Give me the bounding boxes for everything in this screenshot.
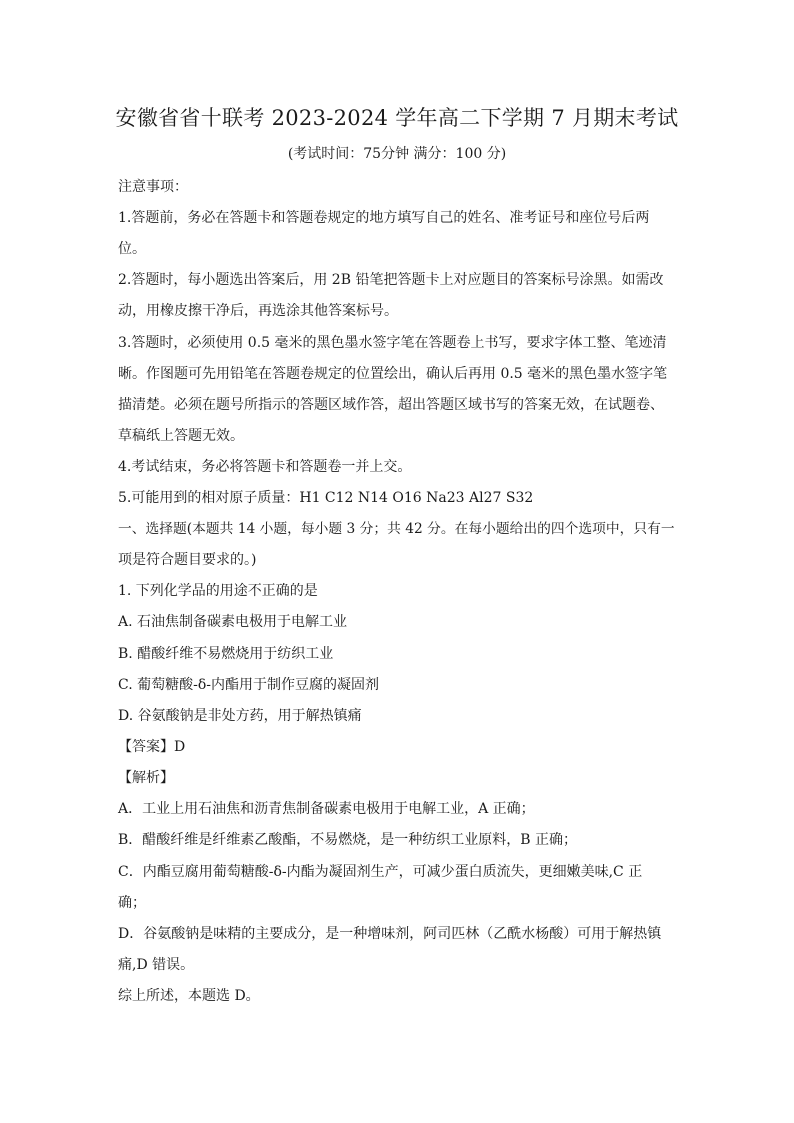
option-b: B. 醋酸纤维不易燃烧用于纺织工业 [118,646,334,662]
summary-line: 综上所述，本题选 D。 [118,988,260,1004]
notice-line: 草稿纸上答题无效。 [118,428,244,444]
notice-line: 晰。作图题可先用铅笔在答题卷规定的位置绘出，确认后再用 0.5 毫米的黑色墨水签字笔 [118,366,668,382]
notice-line: 动，用橡皮擦干净后，再选涂其他答案标号。 [118,303,398,319]
option-c: C. 葡萄糖酸-δ-内酯用于制作豆腐的凝固剂 [118,677,380,693]
question-stem: 1. 下列化学品的用途不正确的是 [118,583,318,599]
section-heading: 项是符合题目要求的。) [118,552,257,568]
notice-line: 5.可能用到的相对原子质量：H1 C12 N14 O16 Na23 Al27 S32 [118,490,534,506]
notice-line: 描清楚。必须在题号所指示的答题区域作答，超出答题区域书写的答案无效，在试题卷、 [118,397,664,413]
analysis-line: A．工业上用石油焦和沥青焦制备碳素电极用于电解工业，A 正确； [118,801,535,817]
analysis-line: 痛,D 错误。 [118,957,195,973]
analysis-heading: 【解析】 [118,770,174,786]
exam-subtitle: (考试时间：75分钟 满分：100 分) [287,146,507,162]
section-heading: 一、选择题(本题共 14 小题，每小题 3 分；共 42 分。在每小题给出的四个选项中，只有一 [118,521,675,537]
notice-heading: 注意事项： [118,179,188,195]
analysis-line: 确； [118,895,146,911]
answer-line: 【答案】D [118,739,186,755]
analysis-line: B．醋酸纤维是纤维素乙酸酯，不易燃烧，是一种纺织工业原料，B 正确； [118,832,578,848]
notice-line: 2.答题时，每小题选出答案后，用 2B 铅笔把答题卡上对应题目的答案标号涂黑。如需改 [118,272,664,288]
notice-line: 位。 [118,241,146,257]
notice-line: 3.答题时，必须使用 0.5 毫米的黑色墨水签字笔在答题卷上书写，要求字体工整、笔迹清 [118,335,667,351]
notice-line: 4.考试结束，务必将答题卡和答题卷一并上交。 [118,459,412,475]
analysis-line: C．内酯豆腐用葡萄糖酸-δ-内酯为凝固剂生产，可减少蛋白质流失，更细嫩美味,C 正 [118,864,643,880]
analysis-line: D．谷氨酸钠是味精的主要成分，是一种增味剂，阿司匹林（乙酰水杨酸）可用于解热镇 [118,926,662,942]
option-d: D. 谷氨酸钠是非处方药，用于解热镇痛 [118,708,362,724]
notice-line: 1.答题前，务必在答题卡和答题卷规定的地方填写自己的姓名、准考证号和座位号后两 [118,210,650,226]
exam-title: 安徽省省十联考 2023-2024 学年高二下学期 7 月期末考试 [115,106,679,130]
option-a: A. 石油焦制备碳素电极用于电解工业 [118,614,348,630]
